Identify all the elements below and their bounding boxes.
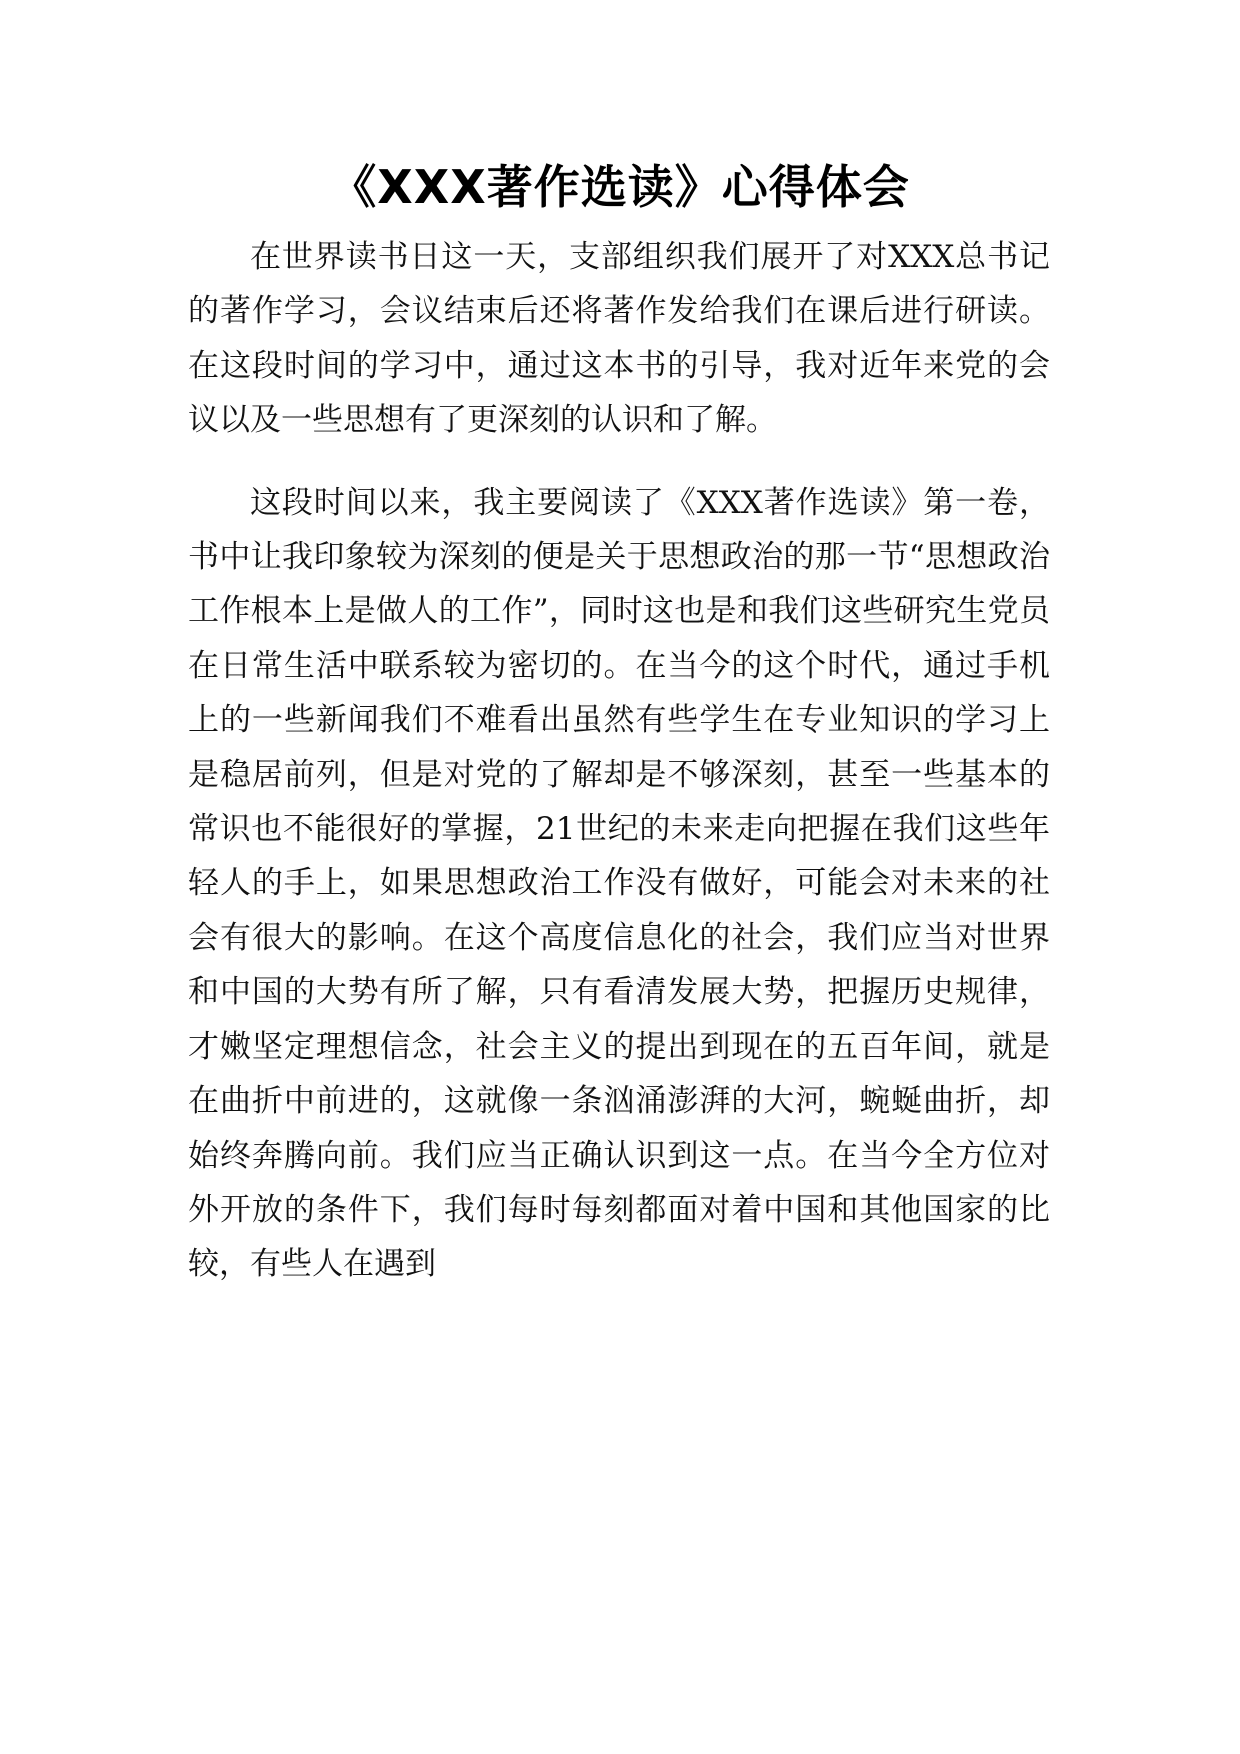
document-body: [188, 230, 1050, 1292]
paragraph-1: 在世界读书日这一天，支部组织我们展开了对XXX总书记的著作学习，会议结束后还将著作发给我们在课后进行研读。在这段时间的学习中，通过这本书的引导，我对近年来党的会议以及一些思想有了更深刻的认识和了解。: [188, 239, 1050, 439]
document-title: 《XXX著作选读》心得体会: [330, 160, 910, 214]
paragraph-2: 这段时间以来，我主要阅读了《XXX著作选读》第一卷，书中让我印象较为深刻的便是关于思想政治的那一节“思想政治工作根本上是做人的工作”，同时这也是和我们这些研究生党员在日常生活中联系较为密切的。在当今的这个时代，通过手机上的一些新闻我们不难看出虽然有些学生在专业知识的学习上是稳居前列，但是对党的了解却是不够深刻，甚至一些基本的常识也不能很好的掌握，21世纪的未来走向把握在我们这些年轻人的手上，如果思想政治工作没有做好，可能会对未来的社会有很大的影响。在这个高度信息化的社会，我们应当对世界和中国的大势有所了解，只有看清发展大势，把握历史规律，才嫩坚定理想信念，社会主义的提出到现在的五百年间，就是在曲折中前进的，这就像一条汹涌澎湃的大河，蜿蜒曲折，却始终奔腾向前。我们应当正确认识到这一点。在当今全方位对外开放的条件下，我们每时每刻都面对着中国和其他国家的比较，有些人在遇到: [188, 484, 1050, 1283]
